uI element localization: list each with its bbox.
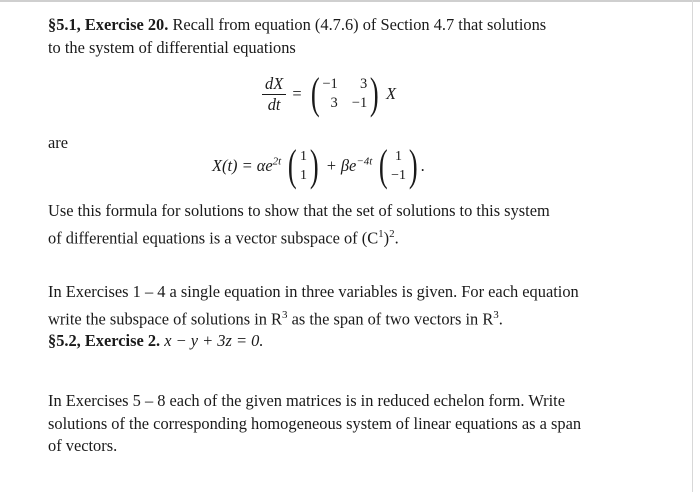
instructions-line-2: solutions of the corresponding homogeneous system of linear equations as a span: [48, 413, 582, 433]
solution-equation: [212, 141, 425, 190]
exercise-20-conclusion: [48, 200, 673, 249]
period: .: [498, 308, 503, 328]
vector-2: [391, 147, 406, 185]
closing-paren: ): [383, 227, 390, 247]
instructions-line-1: In Exercises 5 – 8 each of the given matrices is in reduced echelon form. Write: [48, 391, 565, 410]
vector-1: [300, 147, 307, 185]
solution-lhs-text: X(t) = αe: [212, 156, 273, 176]
superscript: 1: [378, 227, 384, 240]
exercises-5-8-instructions: [48, 390, 673, 458]
vector-entry: 1: [299, 168, 307, 183]
period: .: [394, 227, 399, 247]
exercise-5-2-2: [48, 330, 673, 353]
fraction-numerator: dX: [262, 74, 286, 95]
instructions-line-2b: as the span of two vectors in R: [287, 308, 494, 328]
equals-sign: =: [292, 84, 302, 103]
instructions-line-2a: write the subspace of solutions in R: [48, 308, 282, 328]
intro-line-2: to the system of differential equations: [48, 37, 296, 57]
vector-entry: 1: [395, 149, 403, 164]
exercise-5-2-2-equation: x − y + 3z = 0.: [164, 331, 264, 350]
intro-line-1: Recall from equation (4.7.6) of Section 4.7 that solutions: [172, 15, 547, 34]
right-paren: ): [309, 141, 319, 190]
instructions-line-1: In Exercises 1 – 4 a single equation in three variables is given. For each equation: [48, 282, 579, 301]
instructions-line-3: of vectors.: [48, 436, 118, 455]
superscript: 3: [493, 308, 499, 321]
exponent-2: −4t: [356, 155, 373, 168]
vector-entry: −1: [391, 168, 406, 183]
equation-system: [262, 69, 396, 118]
derivative-fraction: [262, 74, 286, 115]
conclusion-line-1: Use this formula for solutions to show that the set of solutions to this system: [48, 201, 550, 220]
right-paren: ): [408, 141, 418, 190]
left-paren: (: [310, 69, 320, 118]
matrix-entry: 3: [359, 76, 368, 92]
superscript: 3: [282, 308, 288, 321]
solution-second-term: [326, 156, 373, 175]
left-paren: (: [379, 141, 389, 190]
vector-entry: 1: [299, 149, 307, 164]
fraction-denominator: dt: [267, 94, 281, 114]
plus-term-text: + βe: [325, 156, 357, 176]
matrix-entry: −1: [322, 76, 338, 92]
left-paren: (: [288, 141, 298, 190]
exponent-1: 2t: [272, 155, 282, 168]
superscript: 2: [389, 227, 395, 240]
solution-lhs: [212, 156, 281, 175]
exercises-1-4-instructions: [48, 281, 673, 330]
exercise-20-intro: [48, 14, 673, 59]
coefficient-matrix: [322, 75, 367, 113]
right-border: [692, 0, 693, 492]
are-label: are: [48, 133, 69, 152]
exercise-5-2-2-heading: §5.2, Exercise 2.: [48, 331, 161, 350]
matrix-entry: −1: [351, 95, 368, 111]
equation-period: .: [420, 156, 425, 175]
exercise-20-heading: §5.1, Exercise 20.: [48, 15, 169, 34]
conclusion-line-2: of differential equations is a vector subspace of (C: [48, 227, 379, 247]
top-border: [0, 0, 700, 2]
right-paren: ): [370, 69, 379, 118]
matrix-entry: 3: [330, 95, 338, 111]
rhs-variable: X: [385, 84, 396, 103]
